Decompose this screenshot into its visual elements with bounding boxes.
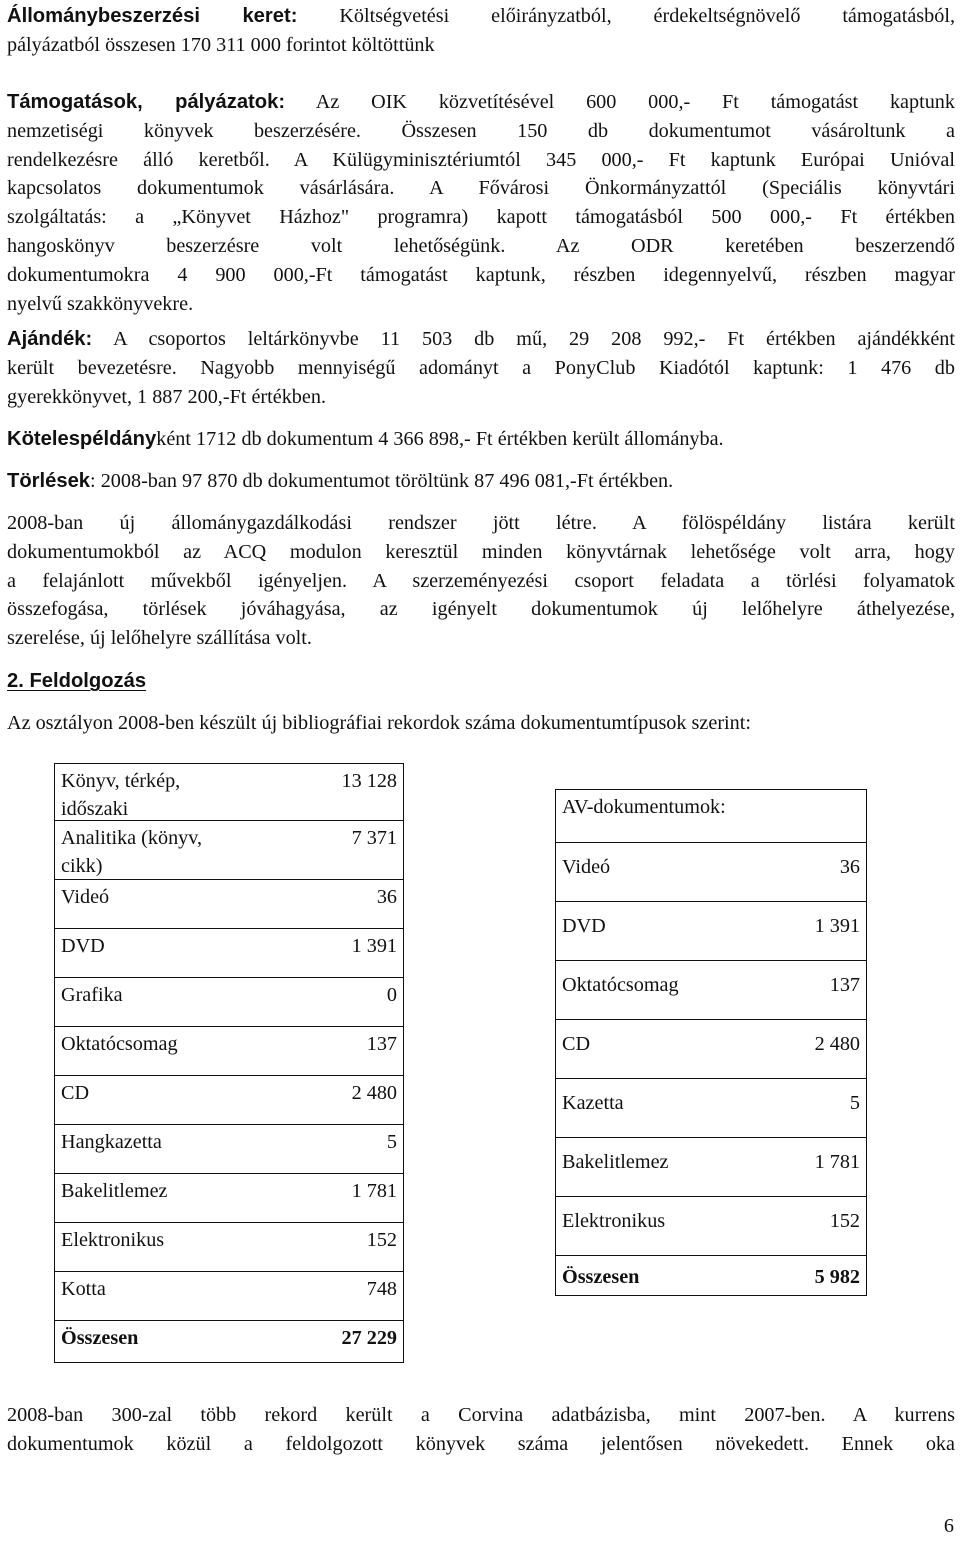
row-label: Bakelitlemez [61, 1180, 168, 1202]
page-number: 6 [943, 1515, 954, 1537]
row-value: 5 [386, 1131, 397, 1153]
text-line: szerelése, új lelőhelyre szállítása volt. [7, 627, 312, 650]
text-line: rendelkezésre álló keretből. A Külügyminisztériumtól 345 000,- Ft kaptunk Európai Unióval [7, 148, 955, 171]
row-label: Összesen [562, 1266, 640, 1288]
table-row [55, 1125, 403, 1174]
row-value: 36 [839, 856, 860, 878]
row-value: 152 [829, 1210, 860, 1232]
text-line: gyerekkönyvet, 1 887 200,-Ft értékben. [7, 385, 326, 408]
text-line: hangoskönyv beszerzésre volt lehetőségünk. Az ODR keretében beszerzendő [7, 234, 955, 257]
table-row [556, 843, 866, 902]
text-line: szolgáltatás: a „Könyvet Házhoz" programra) kapott támogatásból 500 000,- Ft értékben [7, 206, 955, 229]
table-header: AV-dokumentumok: [562, 796, 726, 818]
row-value: 152 [366, 1229, 397, 1251]
text-line: nyelvű szakkönyvekre. [7, 292, 194, 315]
row-label: Videó [562, 856, 611, 878]
text-line: 2008-ban új állománygazdálkodási rendszer jött létre. A fölöspéldány listára került [7, 512, 955, 534]
row-label: Könyv, térkép, időszaki [61, 770, 181, 820]
row-label: Hangkazetta [61, 1131, 162, 1153]
text-line: dokumentumokra 4 900 000,-Ft támogatást kaptunk, részben idegennyelvű, részben magyar [7, 263, 955, 286]
row-value: 2 480 [814, 1033, 860, 1055]
table-row [556, 902, 866, 961]
records-table [54, 763, 404, 1363]
text-line: Ajándék: A csoportos leltárkönyvbe 11 503 db mű, 29 208 992,- Ft értékben ajándékként [7, 328, 955, 350]
row-value: 0 [386, 984, 397, 1006]
row-label: Kazetta [562, 1092, 624, 1114]
text-line: került bevezetésre. Nagyobb mennyiségű adományt a PonyClub Kiadótól kaptunk: 1 476 db [7, 356, 955, 379]
text-line: Kötelespéldányként 1712 db dokumentum 4 366 898,- Ft értékben került állományba. [7, 428, 724, 450]
row-label: DVD [562, 915, 606, 937]
text-line: összefogása, törlések jóváhagyása, az igényelt dokumentumok új lelőhelyre áthelyezése, [7, 598, 955, 621]
row-value: 137 [829, 974, 860, 996]
row-label: CD [61, 1082, 90, 1104]
paragraph-legal-deposit [7, 425, 955, 454]
text-line: dokumentumok közül a feldolgozott könyvek száma jelentősen növekedett. Ennek oka [7, 1432, 955, 1455]
table-row [556, 1079, 866, 1138]
row-label: Grafika [61, 984, 123, 1006]
row-label: DVD [61, 935, 105, 957]
paragraph-stock-system [7, 509, 955, 653]
row-label: Oktatócsomag [562, 974, 679, 996]
table-row [55, 821, 403, 880]
row-value: 5 [849, 1092, 860, 1114]
table-row [55, 1027, 403, 1076]
row-label: Videó [61, 886, 110, 908]
row-value: 13 128 [341, 770, 397, 792]
table-row [55, 1174, 403, 1223]
row-value: 137 [366, 1033, 397, 1055]
text-line: dokumentumokból az ACQ modulon keresztül minden könyvtárnak lehetősége volt arra, hogy [7, 540, 955, 563]
row-value: 27 229 [341, 1327, 397, 1349]
text-line: 2008-ban 300-zal több rekord került a Corvina adatbázisba, mint 2007-ben. A kurrens [7, 1404, 955, 1426]
row-value: 1 781 [814, 1151, 860, 1173]
table-row [55, 1223, 403, 1272]
table-row-total [556, 1256, 866, 1297]
row-value: 36 [376, 886, 397, 908]
row-value: 7 371 [351, 827, 397, 849]
table-row [55, 1076, 403, 1125]
text-line: kapcsolatos dokumentumok vásárlására. A Fővárosi Önkormányzattól (Speciális könyvtári [7, 177, 955, 200]
paragraph-gifts [7, 325, 955, 411]
row-label: Bakelitlemez [562, 1151, 669, 1173]
row-value: 748 [366, 1278, 397, 1300]
paragraph-deletions [7, 467, 955, 496]
paragraph-corvina [7, 1401, 955, 1459]
row-value: 1 781 [351, 1180, 397, 1202]
row-value: 5 982 [814, 1266, 860, 1288]
table-row [55, 978, 403, 1027]
row-value: 2 480 [351, 1082, 397, 1104]
table-row [55, 764, 403, 821]
table-row [55, 1272, 403, 1321]
text-line: a felajánlott művekből igényeljen. A szerzeményezési csoport feladata a törlési folyamatok [7, 569, 955, 592]
table-row [556, 1020, 866, 1079]
table-row-total [55, 1321, 403, 1364]
row-value: 1 391 [814, 915, 860, 937]
table-row [556, 1197, 866, 1256]
text-line: Állománybeszerzési keret: Költségvetési előirányzatból, érdekeltségnövelő támogatásból, [7, 5, 956, 27]
table-row [556, 1138, 866, 1197]
row-label: Összesen [61, 1327, 139, 1349]
paragraph-budget [7, 2, 955, 60]
row-value: 1 391 [351, 935, 397, 957]
row-label: CD [562, 1033, 591, 1055]
paragraph-grants [7, 88, 955, 318]
row-label: Elektronikus [61, 1229, 165, 1251]
row-label: Oktatócsomag [61, 1033, 178, 1055]
text-line: Törlések: 2008-ban 97 870 db dokumentumot töröltünk 87 496 081,-Ft értékben. [7, 470, 674, 492]
section-heading: 2. Feldolgozás [7, 670, 147, 692]
text-line: nemzetiségi könyvek beszerzésére. Összesen 150 db dokumentumot vásároltunk a [7, 119, 955, 142]
row-label: Analitika (könyv, cikk) [61, 827, 203, 877]
table-row [55, 929, 403, 978]
row-label: Kotta [61, 1278, 106, 1300]
table-row [556, 961, 866, 1020]
av-table [555, 789, 867, 1296]
table-header-row [556, 790, 866, 843]
section-intro: Az osztályon 2008-ben készült új bibliográfiai rekordok száma dokumentumtípusok szerint: [7, 712, 751, 734]
text-line: pályázatból összesen 170 311 000 forintot költöttünk [7, 33, 435, 56]
text-line: Támogatások, pályázatok: Az OIK közvetítésével 600 000,- Ft támogatást kaptunk [7, 91, 955, 113]
row-label: Elektronikus [562, 1210, 666, 1232]
table-row [55, 880, 403, 929]
